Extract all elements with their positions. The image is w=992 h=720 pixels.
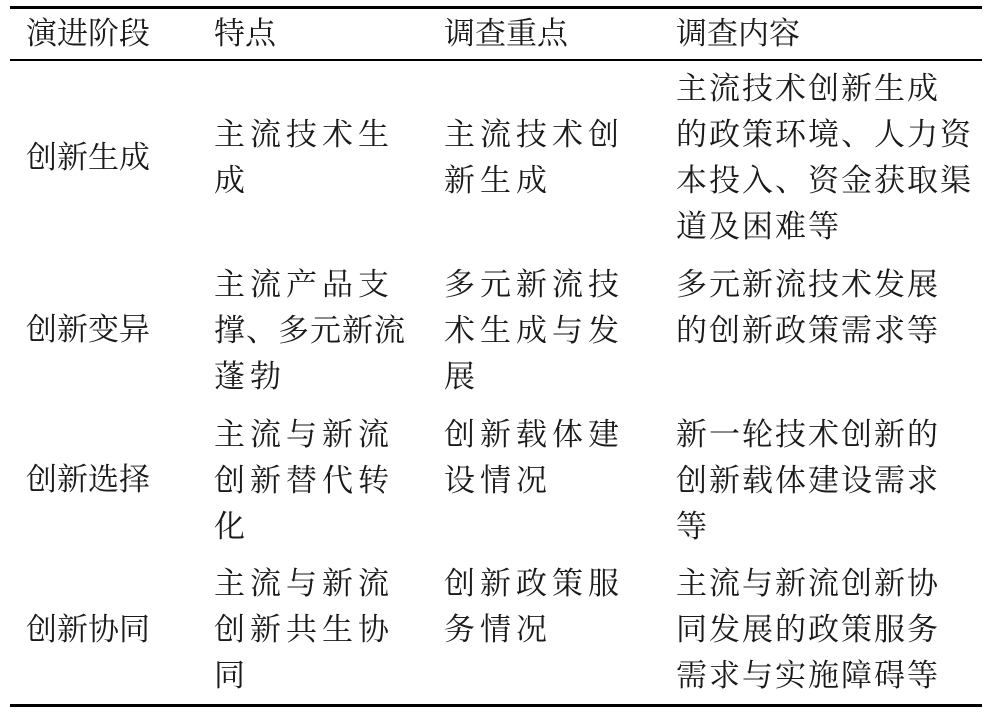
row-content <box>676 66 973 250</box>
row-focus <box>444 262 624 400</box>
cell-line: 同发展的政策服务 <box>676 612 940 648</box>
row-stage: 创新协同 <box>26 612 150 648</box>
row-focus <box>444 412 624 504</box>
cell-line: 需求与实施障碍等 <box>676 658 940 694</box>
row-feature <box>214 112 394 204</box>
cell-line: 主流技术创新生成 <box>676 71 940 107</box>
row-content <box>676 412 940 550</box>
cell-line: 务情况 <box>444 612 552 648</box>
cell-line: 创新替代转 <box>214 463 394 499</box>
row-feature <box>214 561 394 699</box>
row-focus <box>444 561 624 653</box>
row-content <box>676 561 940 699</box>
row-stage: 创新选择 <box>26 462 150 498</box>
cell-line: 本投入、资金获取渠 <box>676 163 973 199</box>
cell-line: 道及困难等 <box>676 209 841 245</box>
row-feature <box>214 262 406 400</box>
cell-line: 创新载体建 <box>444 417 624 453</box>
cell-line: 主流技术生 <box>214 117 394 153</box>
cell-line: 同 <box>214 658 250 694</box>
row-focus <box>444 112 624 204</box>
cell-line: 等 <box>676 509 709 545</box>
cell-line: 设情况 <box>444 463 552 499</box>
cell-line: 多元新流技术发展 <box>676 267 940 303</box>
cell-line: 创新载体建设需求 <box>676 463 940 499</box>
row-feature <box>214 412 394 550</box>
header-focus: 调查重点 <box>444 16 568 52</box>
cell-line: 主流与新流 <box>214 566 394 602</box>
cell-line: 成 <box>214 163 250 199</box>
cell-line: 主流技术创 <box>444 117 624 153</box>
cell-line: 展 <box>444 359 480 395</box>
header-stage: 演进阶段 <box>26 16 150 52</box>
cell-line: 的创新政策需求等 <box>676 313 940 349</box>
cell-line: 主流产品支 <box>214 267 394 303</box>
cell-line: 主流与新流 <box>214 417 394 453</box>
cell-line: 新一轮技术创新的 <box>676 417 940 453</box>
cell-line: 蓬勃 <box>214 359 286 395</box>
cell-line: 术生成与发 <box>444 313 624 349</box>
cell-line: 新生成 <box>444 163 552 199</box>
cell-line: 创新政策服 <box>444 566 624 602</box>
cell-line: 化 <box>214 509 250 545</box>
cell-line: 主流与新流创新协 <box>676 566 940 602</box>
cell-line: 创新共生协 <box>214 612 394 648</box>
row-stage: 创新变异 <box>26 312 150 348</box>
cell-line: 多元新流技 <box>444 267 624 303</box>
row-stage: 创新生成 <box>26 140 150 176</box>
header-rule <box>10 59 982 61</box>
header-feature: 特点 <box>214 16 276 52</box>
table-top-rule <box>10 6 982 9</box>
row-content <box>676 262 940 354</box>
cell-line: 的政策环境、人力资 <box>676 117 973 153</box>
header-content: 调查内容 <box>676 16 800 52</box>
table-bottom-rule <box>10 704 982 707</box>
cell-line: 撑、多元新流 <box>214 313 406 349</box>
